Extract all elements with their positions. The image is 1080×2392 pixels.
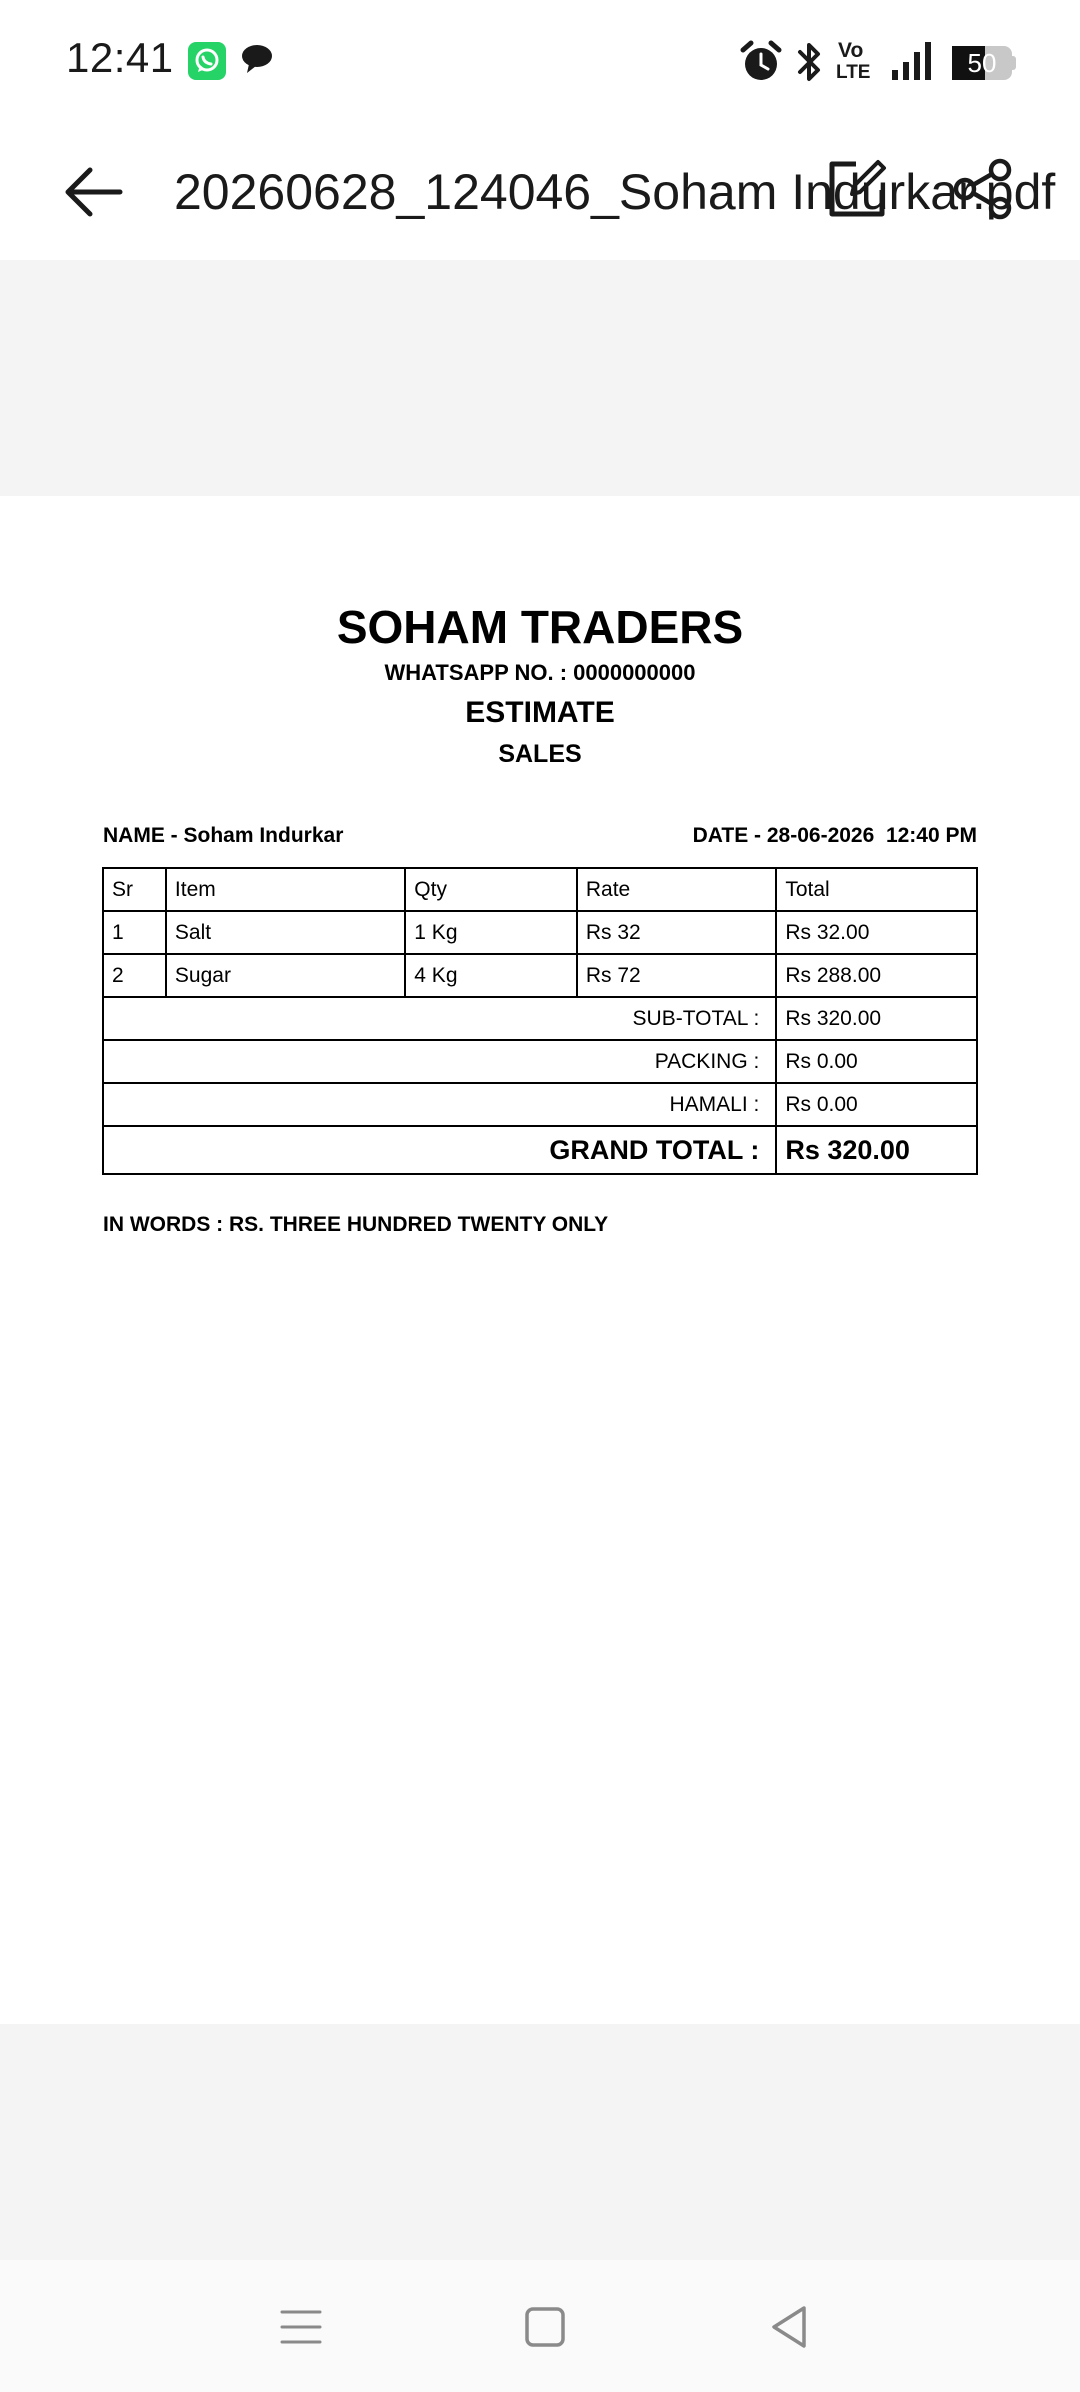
bill-date: DATE - 28-06-2026 12:40 PM: [692, 824, 977, 847]
back-nav-button[interactable]: [764, 2302, 814, 2352]
status-bar: [0, 0, 1080, 124]
back-triangle-icon: [764, 2302, 814, 2352]
subtotal-label: SUB-TOTAL :: [103, 997, 776, 1040]
header-item: Item: [166, 868, 405, 911]
whatsapp-number: WHATSAPP NO. : 0000000000: [384, 660, 696, 685]
volte-icon: [836, 40, 876, 84]
cell-qty: 1 Kg: [405, 911, 577, 954]
customer-name: NAME - Soham Indurkar: [103, 824, 344, 847]
cell-total: Rs 32.00: [776, 911, 977, 954]
hamali-label: HAMALI :: [103, 1083, 776, 1126]
signal-icon: [890, 40, 934, 87]
header-sr: Sr: [103, 868, 166, 911]
header-rate: Rate: [577, 868, 776, 911]
document-type: ESTIMATE: [465, 696, 615, 729]
document-subtype: SALES: [498, 740, 582, 768]
battery-indicator: [952, 46, 1016, 80]
hamali-value: Rs 0.00: [776, 1083, 977, 1126]
home-button[interactable]: [520, 2302, 570, 2352]
cell-item: Salt: [166, 911, 405, 954]
bluetooth-icon: [796, 40, 824, 89]
header-qty: Qty: [405, 868, 577, 911]
volte-label-top: Vo: [838, 39, 864, 62]
grand-total-label: GRAND TOTAL :: [103, 1126, 776, 1174]
recents-button[interactable]: [276, 2302, 326, 2352]
cell-rate: Rs 72: [577, 954, 776, 997]
back-button[interactable]: [60, 162, 130, 222]
cell-qty: 4 Kg: [405, 954, 577, 997]
arrow-left-icon: [60, 162, 130, 222]
bill-table: [102, 867, 978, 1175]
table-header-row: [103, 868, 977, 911]
whatsapp-icon: [188, 42, 226, 85]
grand-total-value: Rs 320.00: [776, 1126, 977, 1174]
grand-total-row: [103, 1126, 977, 1174]
table-row: [103, 911, 977, 954]
cell-sr: 2: [103, 954, 166, 997]
home-icon: [520, 2302, 570, 2352]
viewer-background-top: [0, 260, 1080, 496]
header-total: Total: [776, 868, 977, 911]
packing-row: [103, 1040, 977, 1083]
cell-rate: Rs 32: [577, 911, 776, 954]
viewer-background-bottom: [0, 2024, 1080, 2260]
file-title: 20260628_124046_Soham Indurkar.pdf: [174, 164, 1056, 220]
hamali-row: [103, 1083, 977, 1126]
cell-total: Rs 288.00: [776, 954, 977, 997]
share-button[interactable]: [952, 158, 1014, 220]
table-row: [103, 954, 977, 997]
volte-label-bottom: LTE: [836, 62, 871, 83]
navigation-bar: [0, 2260, 1080, 2392]
share-icon: [952, 158, 1014, 220]
shop-name: SOHAM TRADERS: [336, 601, 744, 653]
cell-sr: 1: [103, 911, 166, 954]
status-time: 12:41: [66, 34, 174, 81]
subtotal-row: [103, 997, 977, 1040]
battery-level: 50: [967, 48, 997, 78]
subtotal-value: Rs 320.00: [776, 997, 977, 1040]
chat-bubble-icon: [240, 42, 274, 81]
edit-icon: [826, 158, 888, 220]
amount-in-words: IN WORDS : RS. THREE HUNDRED TWENTY ONLY: [103, 1213, 609, 1236]
alarm-icon: [740, 40, 782, 89]
menu-icon: [276, 2302, 326, 2352]
app-bar: [0, 124, 1080, 260]
edit-button[interactable]: [826, 158, 888, 220]
cell-item: Sugar: [166, 954, 405, 997]
packing-value: Rs 0.00: [776, 1040, 977, 1083]
packing-label: PACKING :: [103, 1040, 776, 1083]
